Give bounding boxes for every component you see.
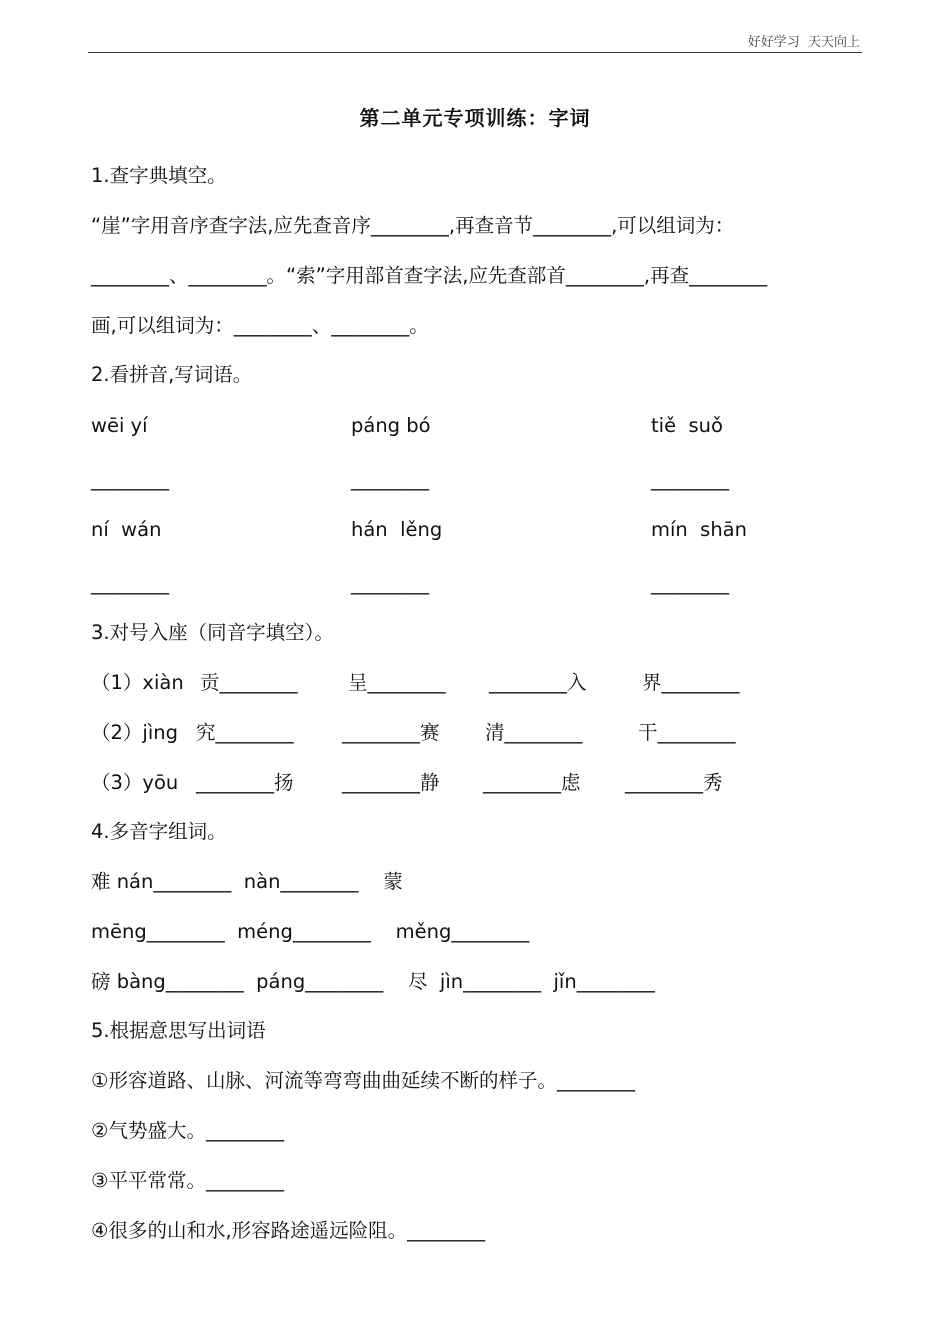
q5-heading: 5.根据意思写出词语 bbox=[91, 1019, 266, 1042]
header-divider bbox=[88, 52, 862, 53]
q3-row-2-item-4[interactable]: 干________ bbox=[638, 721, 736, 744]
q2-blank-2[interactable]: ________ bbox=[351, 468, 429, 491]
q2-heading: 2.看拼音,写词语。 bbox=[91, 363, 253, 386]
q2-blank-1[interactable]: ________ bbox=[91, 468, 169, 491]
q3-row-2-item-3[interactable]: 清________ bbox=[485, 721, 583, 744]
q5-item-2: ②气势盛大。________ bbox=[91, 1119, 284, 1142]
q5-item-3: ③平平常常。________ bbox=[91, 1169, 284, 1192]
q3-heading: 3.对号入座（同音字填空）。 bbox=[91, 621, 334, 644]
q3-row-2-item-1[interactable]: 究________ bbox=[196, 721, 294, 744]
q1-line-1: “崖”字用音序查字法,应先查音序________,再查音节________,可以组词为： bbox=[91, 214, 735, 237]
header-tagline: 好好学习 天天向上 bbox=[747, 35, 860, 50]
q2-pinyin-4: ní wán bbox=[91, 518, 162, 541]
q3-row-1-label: （1）xiàn bbox=[91, 671, 184, 694]
q1-heading: 1.查字典填空。 bbox=[91, 164, 227, 187]
q3-row-1-item-1[interactable]: 贡________ bbox=[200, 671, 298, 694]
q5-item-1: ①形容道路、山脉、河流等弯弯曲曲延续不断的样子。________ bbox=[91, 1069, 635, 1092]
q3-row-3-item-2[interactable]: ________静 bbox=[342, 771, 440, 794]
q2-pinyin-2: páng bó bbox=[351, 414, 431, 437]
q2-pinyin-1: wēi yí bbox=[91, 414, 148, 437]
page-title: 第二单元专项训练：字词 bbox=[359, 106, 591, 130]
q2-pinyin-5: hán lěng bbox=[351, 518, 443, 541]
q4-line-3: 磅 bàng________ páng________ 尽 jìn________ jǐn________ bbox=[91, 970, 655, 993]
q3-row-1-item-4[interactable]: 界________ bbox=[642, 671, 740, 694]
q3-row-1-item-3[interactable]: ________入 bbox=[489, 671, 587, 694]
q1-line-2: ________、________。“索”字用部首查字法,应先查部首________,再查________ bbox=[91, 264, 768, 287]
q3-row-3-label: （3）yōu bbox=[91, 771, 179, 794]
q2-blank-5[interactable]: ________ bbox=[351, 572, 429, 595]
q4-line-2: mēng________ méng________ měng________ bbox=[91, 920, 530, 943]
q3-row-3-item-1[interactable]: ________扬 bbox=[196, 771, 294, 794]
q3-row-3-item-3[interactable]: ________虑 bbox=[483, 771, 581, 794]
q2-pinyin-3: tiě suǒ bbox=[651, 414, 723, 437]
q2-blank-4[interactable]: ________ bbox=[91, 572, 169, 595]
q1-line-3: 画,可以组词为：________、________。 bbox=[91, 314, 429, 337]
q3-row-2-item-2[interactable]: ________赛 bbox=[342, 721, 440, 744]
q3-row-2-label: （2）jìng bbox=[91, 721, 178, 744]
q3-row-3-item-4[interactable]: ________秀 bbox=[625, 771, 723, 794]
q2-pinyin-6: mín shān bbox=[651, 518, 747, 541]
q2-blank-3[interactable]: ________ bbox=[651, 468, 729, 491]
q5-item-4: ④很多的山和水,形容路途遥远险阻。________ bbox=[91, 1219, 486, 1242]
q4-heading: 4.多音字组词。 bbox=[91, 820, 227, 843]
q2-blank-6[interactable]: ________ bbox=[651, 572, 729, 595]
q3-row-1-item-2[interactable]: 呈________ bbox=[348, 671, 446, 694]
q4-line-1: 难 nán________ nàn________ 蒙 bbox=[91, 870, 403, 893]
